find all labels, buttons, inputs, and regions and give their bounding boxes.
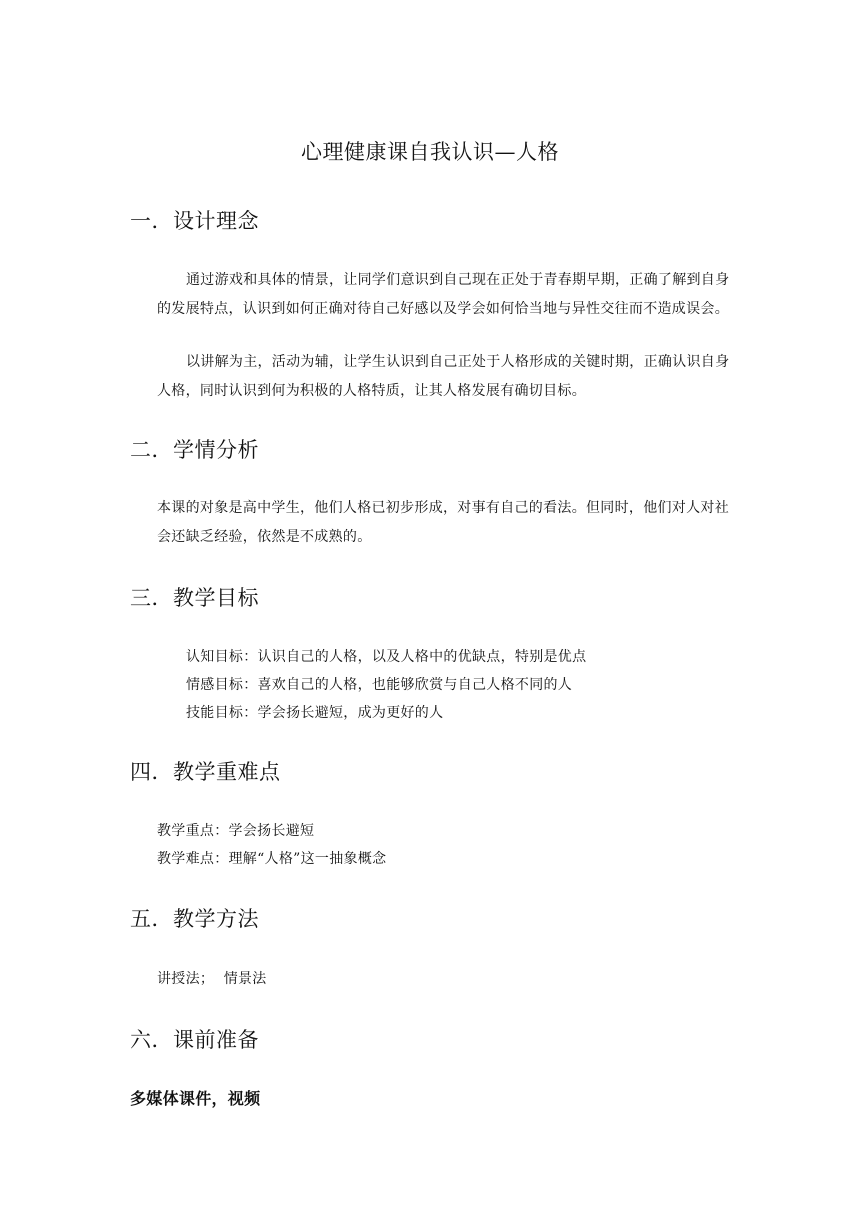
paragraph-design-concept-1: 通过游戏和具体的情景，让同学们意识到自己现在正处于青春期早期，正确了解到自身的发展特点，认识到如何正确对待自己好感以及学会如何恰当地与异性交往而不造成误会。 — [157, 272, 730, 317]
section-heading-design-concept: 一．设计理念 — [130, 209, 259, 233]
goal-cognitive: 认知目标：认识自己的人格，以及人格中的优缺点，特别是优点 — [186, 649, 587, 665]
preparation-text: 多媒体课件，视频 — [130, 1089, 261, 1108]
difficult-point: 教学难点：理解“人格”这一抽象概念 — [157, 851, 387, 867]
paragraph-learner-analysis: 本课的对象是高中学生，他们人格已初步形成，对事有自己的看法。但同时，他们对人对社会还缺乏经验，依然是不成熟的。 — [157, 500, 729, 545]
section-heading-key-points: 四．教学重难点 — [130, 760, 281, 784]
key-point: 教学重点：学会扬长避短 — [157, 823, 315, 839]
section-heading-preparation: 六．课前准备 — [130, 1028, 259, 1052]
goal-emotional: 情感目标：喜欢自己的人格，也能够欣赏与自己人格不同的人 — [186, 677, 573, 693]
goal-skill: 技能目标：学会扬长避短，成为更好的人 — [186, 705, 444, 721]
section-heading-learner-analysis: 二．学情分析 — [130, 438, 259, 462]
paragraph-design-concept-2: 以讲解为主，活动为辅，让学生认识到自己正处于人格形成的关键时期，正确认识自身人格，同时认识到何为积极的人格特质，让其人格发展有确切目标。 — [157, 354, 730, 399]
section-heading-teaching-goals: 三．教学目标 — [130, 586, 259, 610]
document-title: 心理健康课自我认识—人格 — [301, 140, 559, 164]
teaching-methods-text: 讲授法； 情景法 — [157, 971, 267, 987]
section-heading-teaching-methods: 五．教学方法 — [130, 907, 259, 931]
